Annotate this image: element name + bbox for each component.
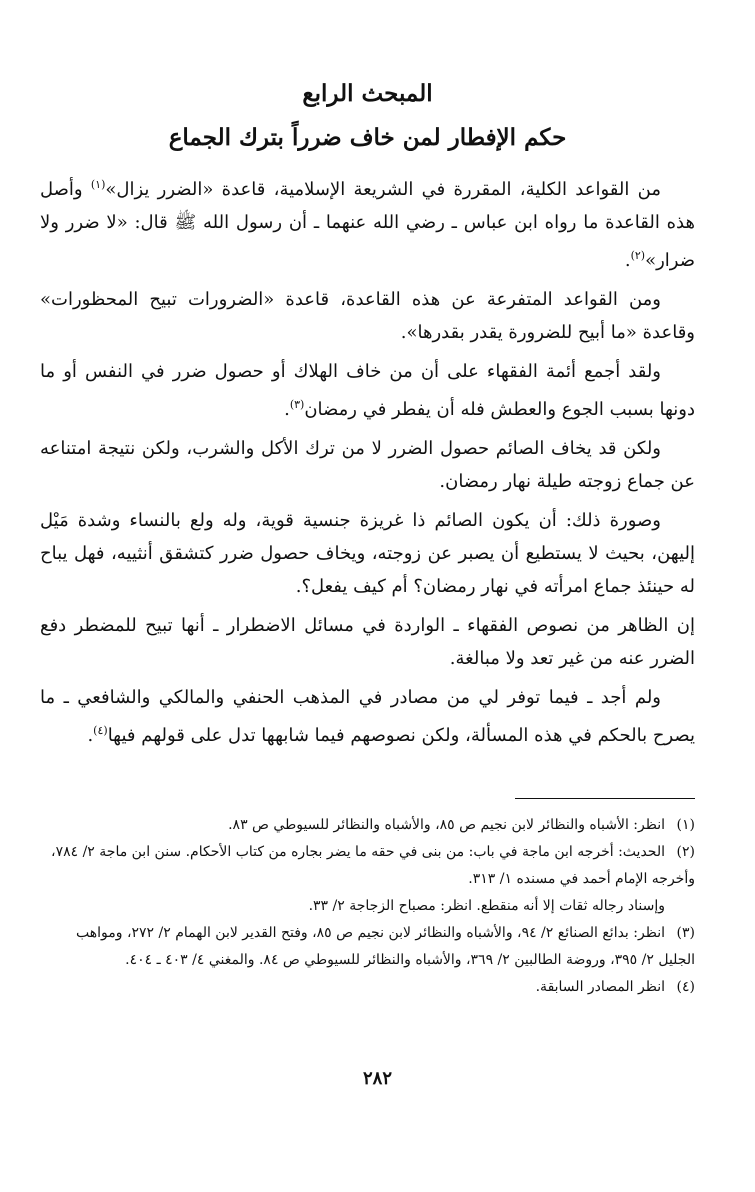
section-title: حكم الإفطار لمن خاف ضرراً بترك الجماع <box>168 124 567 151</box>
footnote-number: (١) <box>676 817 695 833</box>
footnote-ref[interactable]: (٣) <box>289 398 305 411</box>
footnote-ref[interactable]: (٤) <box>93 724 108 737</box>
paragraph-text: ولقد أجمع أئمة الفقهاء على أن من خاف الهلاك أو حصول ضرر في النفس أو ما دونها بسبب الجوع والعطش فله أن يفطر في رمضان <box>40 361 695 420</box>
footnote-3 <box>40 920 695 974</box>
footnote-1 <box>40 812 695 839</box>
footnote-text: انظر المصادر السابقة. <box>535 979 665 995</box>
footnote-2-continued: وإسناد رجاله ثقات إلا أنه منقطع. انظر: مصباح الزجاجة ٢/ ٣٣. <box>308 898 665 914</box>
footnote-text: انظر: الأشباه والنظائر لابن نجيم ص ٨٥، والأشباه والنظائر للسيوطي ص ٨٣. <box>228 817 665 833</box>
paragraph-1 <box>40 168 695 277</box>
paragraph-end: . <box>624 250 631 271</box>
footnote-number: (٣) <box>676 925 695 941</box>
footnote-divider <box>515 798 695 799</box>
paragraph-7 <box>40 681 695 752</box>
section-heading: المبحث الرابع <box>302 80 433 107</box>
page-body <box>40 78 695 758</box>
footnote-ref[interactable]: (٢) <box>630 249 646 262</box>
paragraph-text: وأصل هذه القاعدة ما رواه ابن عباس ـ رضي الله عنهما ـ أن رسول الله ﷺ قال: «لا ضرر ولا ضرار» <box>40 179 695 271</box>
footnote-number: (٢) <box>676 844 695 860</box>
footnote-text: الحديث: أخرجه ابن ماجة في باب: من بنى في حقه ما يضر بجاره من كتاب الأحكام. سنن ابن ماجة ٢/ ٧٨٤، وأخرجه الإمام أحمد في مسنده ١/ ٣١٣. <box>51 844 695 887</box>
paragraph-text: ولم أجد ـ فيما توفر لي من مصادر في المذهب الحنفي والمالكي والشافعي ـ ما يصرح بالحكم في هذه المسألة، ولكن نصوصهم فيما شابهها تدل على قولهم فيها <box>40 687 695 746</box>
paragraph-6 <box>40 609 695 675</box>
paragraph-4 <box>40 432 695 498</box>
paragraph-text: ولكن قد يخاف الصائم حصول الضرر لا من ترك الأكل والشرب، ولكن نتيجة امتناعه عن جماع زوجته طيلة نهار رمضان. <box>40 438 695 492</box>
footnote-ref[interactable]: (١) <box>90 178 106 191</box>
footnote-number: (٤) <box>676 979 695 995</box>
paragraph-text: إن الظاهر من نصوص الفقهاء ـ الواردة في مسائل الاضطرار ـ أنها تبيح للمضطر دفع الضرر عنه من غير تعد ولا مبالغة. <box>40 615 695 669</box>
paragraph-3 <box>40 355 695 426</box>
paragraph-end: . <box>284 399 290 420</box>
paragraph-text: وصورة ذلك: أن يكون الصائم ذا غريزة جنسية قوية، وله ولع بالنساء وشدة مَيْل إليهن، بحيث لا يستطيع أن يصبر عن زوجته، ويخاف حصول ضرر كتشقق أنثييه، فهل يباح له حينئذ جماع امرأته في نهار رمضان؟ أم كيف يفعل؟. <box>40 510 695 597</box>
footnote-text: انظر: بدائع الصنائع ٢/ ٩٤، والأشباه والنظائر لابن نجيم ص ٨٥، وفتح القدير لابن الهمام ٢/ ٢٧٢، ومواهب الجليل ٢/ ٣٩٥، وروضة الطالبين ٢/ ٣٦٩، والأشباه والنظائر للسيوطي ص ٨٤. والمغني ٤/ ٤٠٣ ـ ٤٠٤. <box>76 925 695 968</box>
footnote-4 <box>40 974 695 1001</box>
paragraph-end: . <box>87 725 94 746</box>
paragraph-5 <box>40 504 695 603</box>
paragraph-2 <box>40 283 695 349</box>
footnote-2 <box>40 839 695 893</box>
page-number: ٢٨٢ <box>362 1068 392 1089</box>
paragraph-text: من القواعد الكلية، المقررة في الشريعة الإسلامية، قاعدة «الضرر يزال» <box>105 179 661 200</box>
paragraph-text: ومن القواعد المتفرعة عن هذه القاعدة، قاعدة «الضرورات تبيح المحظورات» وقاعدة «ما أبيح للضرورة يقدر بقدرها». <box>40 289 695 343</box>
footnotes <box>40 812 695 1001</box>
